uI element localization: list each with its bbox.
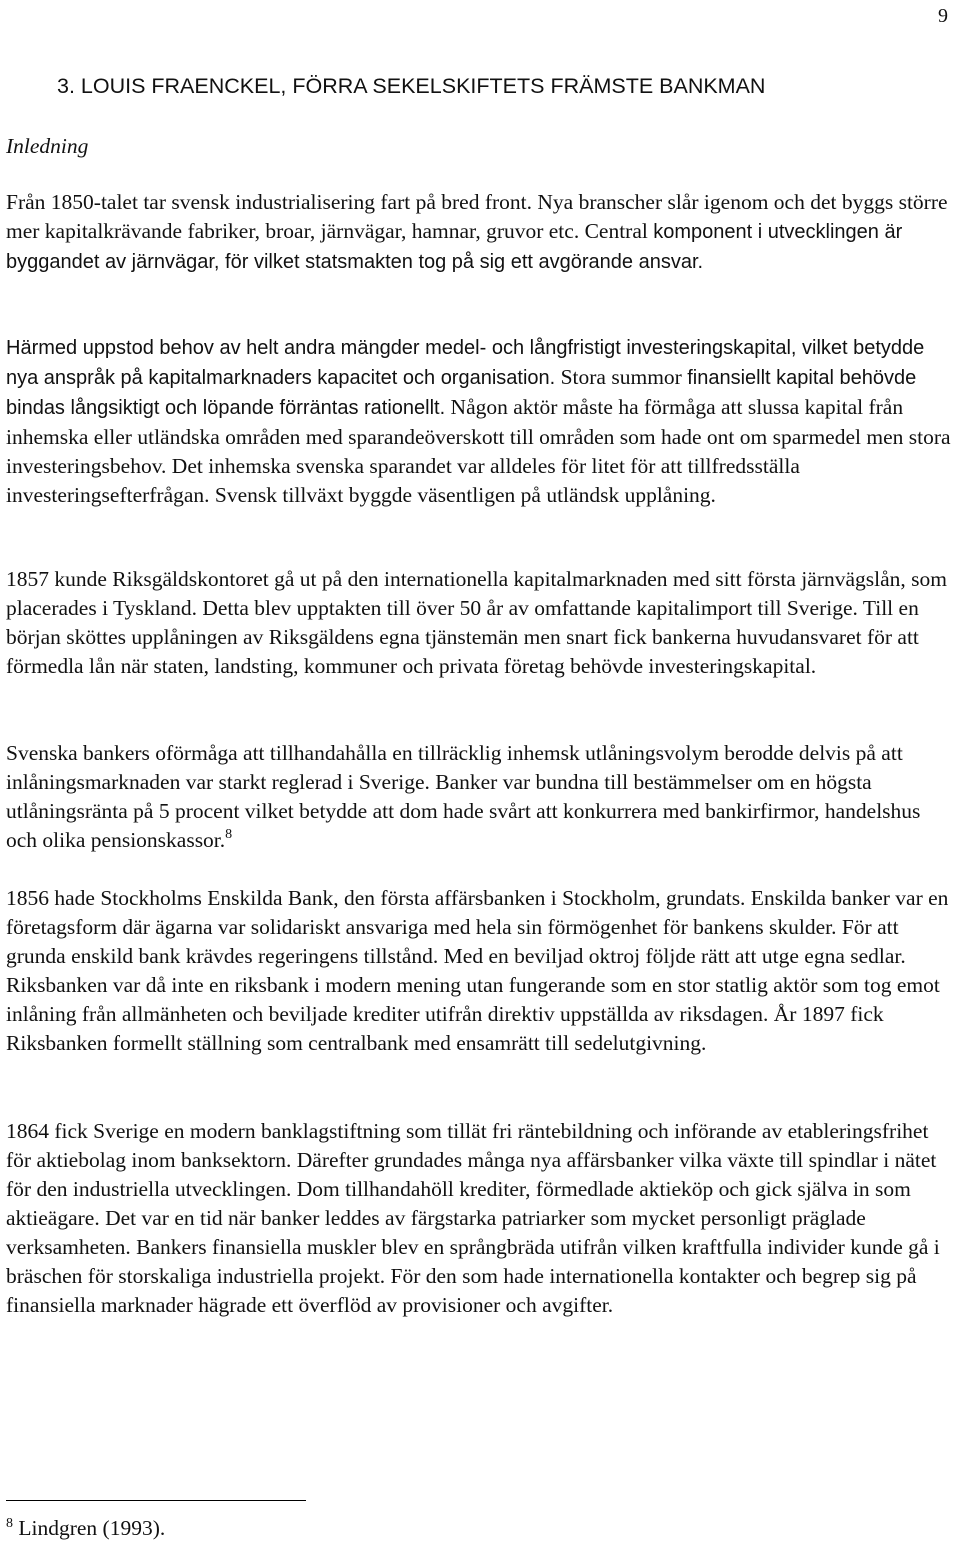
paragraph-4-text: Svenska bankers oförmåga att tillhandahålla en tillräcklig inhemsk utlåningsvolym berodde delvis på att inlåningsmarknaden var starkt reglerad i Sverige. Banker var bundna till bestämmelser om en högsta utlåningsränta på 5 procent vilket betydde att dom hade svårt att konkurrera med bankirfirmor, handelshus och olika pensionskassor. [6, 741, 921, 852]
paragraph-1 [6, 188, 951, 277]
paragraph-2-text-b: Stora summor [560, 365, 682, 389]
paragraph-3-text: 1857 kunde Riksgäldskontoret gå ut på den internationella kapitalmarknaden med sitt första järnvägslån, som placerades i Tyskland. Detta blev upptakten till över 50 år av omfattande kapitalimport till Sverige. Till en början sköttes upplåningen av Riksgäldens egna tjänstemän men snart fick bankerna huvudansvaret för att förmedla lån när staten, landsting, kommuner och privata företag behövde investeringskapital. [6, 567, 947, 678]
footnote-divider [6, 1500, 306, 1501]
paragraph-2 [6, 333, 951, 510]
paragraph-6-text: 1864 fick Sverige en modern banklagstiftning som tillät fri räntebildning och införande av etableringsfrihet för aktiebolag inom banksektorn. Därefter grundades många nya affärsbanker vilka växte till spindlar i nätet för den industriella utvecklingen. Dom tillhandahöll krediter, förmedlade aktieköp och gick själva in som aktieägare. Det var en tid när banker leddes av färgstarka patriarker som mycket personligt präglade verksamheten. Bankers finansiella muskler blev en språngbräda utifrån vilken kraftfulla individer kunde gå i bräschen för storskaliga industriella projekt. För den som hade internationella kontakter och begrep sig på finansiella marknader hägrade ett överflöd av provisioner och avgifter. [6, 1119, 940, 1317]
paragraph-3 [6, 565, 951, 681]
paragraph-5 [6, 884, 951, 1058]
paragraph-2-text-a: Härmed uppstod behov av helt andra mängder medel- och långfristigt investeringskapital, vilket betydde nya anspråk på kapitalmarknaders kapacitet och organisation. [6, 337, 925, 389]
footnote-number: 8 [6, 1516, 13, 1531]
footnote-reference: 8 [225, 827, 233, 842]
paragraph-5-text: 1856 hade Stockholms Enskilda Bank, den första affärsbanken i Stockholm, grundats. Enskilda banker var en företagsform där ägarna var solidariskt ansvariga med hela sin förmögenhet för bankens skulder. För att grunda enskild bank krävdes regeringens tillstånd. Med en beviljad oktroj följde rätt att utge egna sedlar. Riksbanken var då inte en riksbank i modern mening utan fungerande som en stor statlig aktör som tog emot inlåning från allmänheten och beviljade krediter utifrån direktiv uppställda av riksdagen. År 1897 fick Riksbanken formellt ställning som centralbank med ensamrätt till sedelutgivning. [6, 886, 949, 1055]
footnote [6, 1514, 165, 1546]
footnote-text: Lindgren (1993). [18, 1516, 166, 1540]
paragraph-2-text-d: Någon aktör måste ha förmåga att slussa kapital från inhemska eller utländska områden med sparandeöverskott till områden som hade ont om sparmedel men stora investeringsbehov. Det inhemska svenska sparandet var alldeles för litet för att tillfredsställa investeringsefterfrågan. Svensk tillväxt byggde väsentligen på utländsk upplåning. [6, 395, 951, 507]
page-number: 9 [938, 5, 948, 27]
paragraph-6 [6, 1117, 951, 1320]
chapter-title: 3. LOUIS FRAENCKEL, FÖRRA SEKELSKIFTETS FRÄMSTE BANKMAN [57, 74, 766, 98]
paragraph-1-text-b: komponent i utvecklingen är byggandet av järnvägar, för vilket statsmakten tog på sig ett avgörande ansvar. [6, 221, 903, 273]
paragraph-1-text-a: Från 1850-talet tar svensk industrialisering fart på bred front. Nya branscher slår igenom och det byggs större mer kapitalkrävande fabriker, broar, järnvägar, hamnar, gruvor etc. Central [6, 190, 948, 243]
paragraph-4 [6, 739, 951, 858]
paragraph-2-text-c: finansiellt kapital behövde bindas långsiktigt och löpande förräntas rationellt. [6, 367, 917, 419]
section-heading: Inledning [6, 134, 89, 158]
